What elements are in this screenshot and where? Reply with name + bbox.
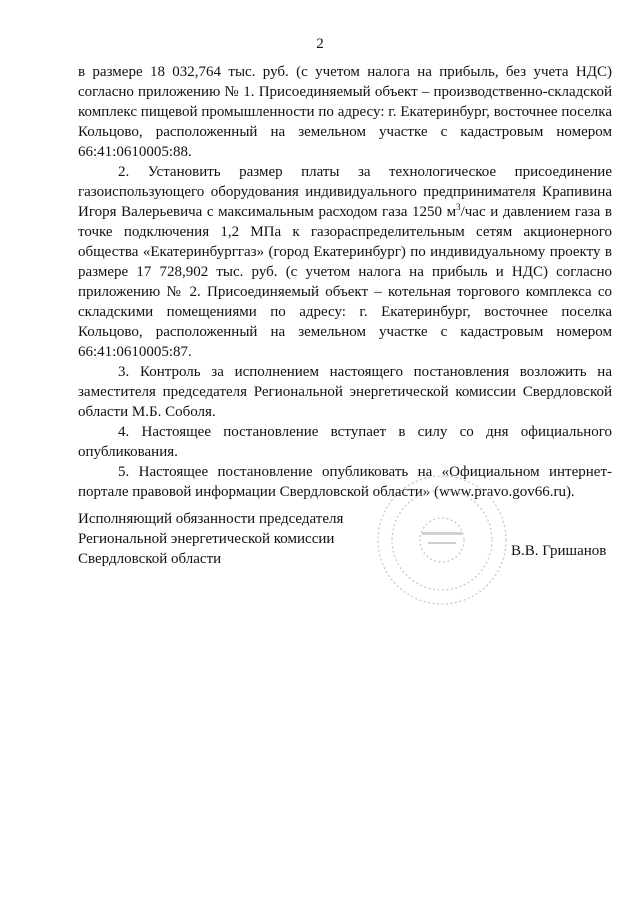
signer-name: В.В. Гришанов [511,543,607,559]
official-stamp [372,470,512,610]
paragraph-1-continuation: в размере 18 032,764 тыс. руб. (с учетом налога на прибыль, без учета НДС) согласно приложению № 1. Присоединяемый объект – производственно-складской комплекс пищевой промышленности по адресу: г. Екатеринбург, восточнее поселка Кольцово, расположенный на земельном участке с кадастровым номером 66:41:0610005:88. [78,64,612,160]
signer-position-line-3: Свердловской области [78,551,222,567]
paragraph-2 [78,162,612,362]
signer-position-line-1: Исполняющий обязанности председателя [78,511,344,527]
document-body [78,62,612,502]
paragraph-2-text-b: /час и давлением газа в точке подключения 1,2 МПа к газораспределительным сетям акционерного общества «Екатеринбурггаз» (город Екатеринбург) по индивидуальному проекту в размере 17 728,902 тыс. руб. (с учетом налога на прибыль и НДС) согласно приложению № 2. Присоединяемый объект – котельная торгового комплекса со складскими помещениями по адресу: г. Екатеринбург, восточнее поселка Кольцово, расположенный на земельном участке с кадастровым номером 66:41:0610005:87. [78,204,612,360]
paragraph-2-text-a: 2. Установить размер платы за технологическое присоединение газоиспользующего оборудования индивидуального предпринимателя Крапивина Игоря Валерьевича с максимальным расходом газа 1250 м [78,164,612,220]
signer-position-line-2: Региональной энергетической комиссии [78,531,335,547]
paragraph-5: 5. Настоящее постановление опубликовать на «Официальном интернет-портале правовой информации Свердловской области» (www.pravo.gov66.ru). [78,464,612,500]
paragraph-4: 4. Настоящее постановление вступает в силу со дня официального опубликования. [78,424,612,460]
page-number: 2 [316,36,324,52]
paragraph-3: 3. Контроль за исполнением настоящего постановления возложить на заместителя председателя Региональной энергетической комиссии Свердловской области М.Б. Соболя. [78,364,612,420]
superscript-3: 3 [456,202,461,212]
signature-block [78,509,343,569]
